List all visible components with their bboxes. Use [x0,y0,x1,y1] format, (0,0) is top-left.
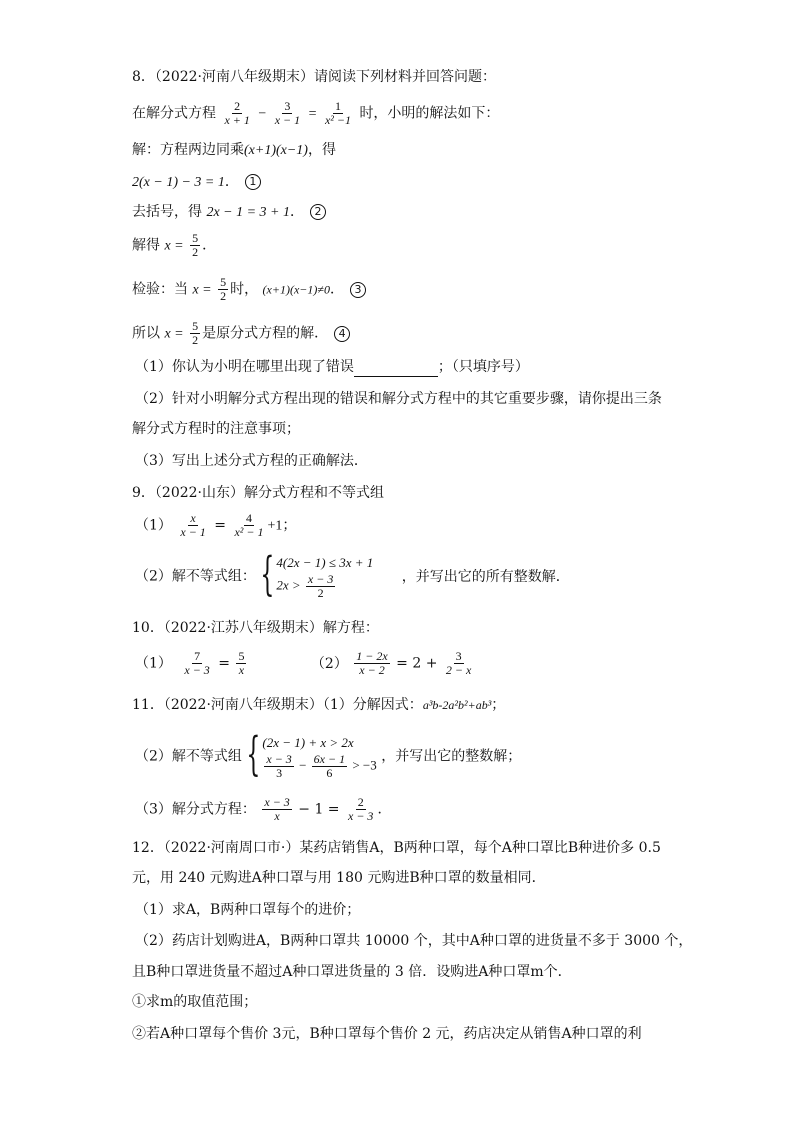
q11-minus-one: − 1 = [298,801,340,818]
circled-number-4: 4 [334,326,350,342]
q8-title: 8．（2022·河南八年级期末）请阅读下列材料并回答问题： [132,69,496,85]
q12-line-3: （1）求A，B两种口罩每个的进价； [135,902,361,918]
equals-sign: = [218,655,230,672]
q9-inequality-system [260,549,374,602]
q12-line-5: 且B种口罩进货量不超过A种口罩进货量的 3 倍．设购进A种口罩m个． [132,964,572,980]
q9-system-row-1: 4(2x − 1) ≤ 3x + 1 [276,555,374,570]
circled-number-2: 2 [310,204,326,220]
q8-part-1 [135,357,529,377]
x-equals: x = [192,282,212,298]
semicolon: ； [491,697,506,713]
q12-line-1: 12．（2022·河南周口市·）某药店销售A，B两种口罩，每个A种口罩比B种进价多 0.5 [132,840,661,856]
q8-step3-text: 解得 [132,237,160,254]
period: ． [377,801,392,818]
q8-step1-expr: 2(x − 1) − 3 = 1 [132,175,225,190]
q11-inequality-system [246,729,377,782]
q11-title-text: 11．（2022·河南八年级期末）（1）分解因式： [132,697,423,713]
x-equals: x = [164,238,184,254]
q11-part2-label: （2）解不等式组 [135,748,242,765]
q8-step-1 [132,172,261,193]
q8-part1-text: （1）你认为小明在哪里出现了错误 [135,359,354,375]
q10-fraction-c: $\frac{1 - 2x}{x - 2}$ [356,649,388,677]
q10-title: 10．（2022·江苏八年级期末）解方程： [132,620,379,636]
q8-check-expr: (x+1)(x−1)≠0 [262,282,330,297]
q8-five-halves: $\frac{5}{2}$ [192,231,199,259]
q9-part-2 [135,549,570,602]
q8-part-2-line-2: 解分式方程时的注意事项； [132,421,300,437]
circled-number-3: 3 [350,282,366,298]
q10-equations [135,650,475,677]
circled-number-1: 1 [245,174,261,190]
q8-solution-text: 解：方程两边同乘 [132,142,244,158]
q8-solution-line [132,140,336,161]
q12-line-2: 元，用 240 元购进A种口罩与用 180 元购进B种口罩的数量相同． [132,870,546,886]
q9-part-1 [135,512,296,539]
q12-line-7: ②若A种口罩每个售价 3元，B种口罩每个售价 2 元，药店决定从销售A种口罩的利 [132,1026,642,1042]
q11-title [132,695,505,715]
q8-solution-tail: ，得 [307,142,336,158]
q8-five-halves-conclusion: $\frac{5}{2}$ [192,319,199,347]
q11-part-3 [135,796,391,823]
q8-part1-tail: ；（只填序号） [437,359,529,375]
q8-part-2-line-1: （2）针对小明解分式方程出现的错误和解分式方程中的其它重要步骤，请你提出三条 [135,391,662,407]
q8-multiplier-expr: (x+1)(x−1) [244,143,308,158]
q8-conclusion-line [132,320,350,347]
q8-check-line [132,276,366,303]
q8-five-halves-check: $\frac{5}{2}$ [220,275,227,303]
q10-fraction-d: $\frac{3}{2 - x}$ [445,649,472,677]
q10-part1-label: （1） [135,655,172,672]
q8-step2-expr: 2x − 1 = 3 + 1 [206,205,291,220]
q9-title: 9．（2022·山东）解分式方程和不等式组 [132,485,384,501]
period: ． [224,174,239,190]
q9-fraction-b: $\frac{4}{\text{x² − 1}}$ [234,511,264,539]
q8-fraction-a: $\frac{2}{x + 1}$ [224,99,250,127]
q8-check-text-b: 时， [230,281,259,298]
q8-conclusion-tail: 是原分式方程的解． [202,325,329,342]
q9-system-row-2: 2x > $\frac{x - 3}{2}$ [276,572,334,600]
q9-plus-one: +1 [267,518,283,534]
q11-factor-expr: a³b-2a²b²+ab³ [422,698,492,712]
q9-fraction-a: $\frac{x}{x - 1}$ [180,511,206,539]
period: ． [202,237,217,254]
semicolon: ； [282,517,297,534]
q8-step-3 [132,232,216,259]
equals-sign: = [308,106,317,122]
q11-fraction-f: $\frac{2}{x - 3}$ [348,795,374,823]
q8-intro-text-tail: 时，小明的解法如下： [359,105,500,122]
q11-system-row-1: (2x − 1) + x > 2x [262,735,354,750]
equals-sign: = [214,517,226,534]
q10-fraction-b: $\frac{5}{x}$ [238,649,245,677]
q11-system-row-2: $\frac{x - 3}{3}$ − $\frac{6x - 1}{6}$ > −3 [266,752,377,780]
q8-check-text: 检验：当 [132,281,188,298]
minus-sign: − [258,106,267,122]
left-brace: { [260,549,275,602]
period: ． [290,204,305,220]
q12-line-6: ①求m的取值范围； [132,994,258,1010]
q9-part2-tail: ，并写出它的所有整数解． [401,568,570,585]
q8-step2-text: 去括号，得 [132,204,202,220]
q8-part-3: （3）写出上述分式方程的正确解法． [135,453,368,469]
q10-two-plus: = 2 + [396,655,438,672]
q8-intro-line [132,100,499,127]
q12-line-4: （2）药店计划购进A，B两种口罩共 10000 个，其中A种口罩的进货量不多于 3000 个， [135,933,693,949]
q8-fraction-b: $\frac{3}{x - 1}$ [274,99,301,127]
q9-part1-label: （1） [135,517,172,534]
q10-fraction-a: $\frac{7}{x - 3}$ [184,649,210,677]
q8-step-2 [132,202,326,223]
q8-conclusion-text: 所以 [132,325,160,342]
answer-blank[interactable] [354,362,438,377]
period: ． [329,281,344,298]
q11-part2-tail: ，并写出它的整数解； [381,748,522,765]
q10-part2-label: （2） [310,655,348,672]
q11-fraction-e: $\frac{x - 3}{x}$ [264,795,290,823]
x-equals: x = [164,326,184,342]
q11-part3-label: （3）解分式方程： [135,801,256,818]
q8-intro-text: 在解分式方程 [132,105,216,122]
q11-part-2 [135,729,522,782]
left-brace: { [246,729,261,782]
q8-fraction-c: $\frac{1}{\text{x² −1}}$ [324,99,351,127]
q9-part2-label: （2）解不等式组： [135,568,256,585]
